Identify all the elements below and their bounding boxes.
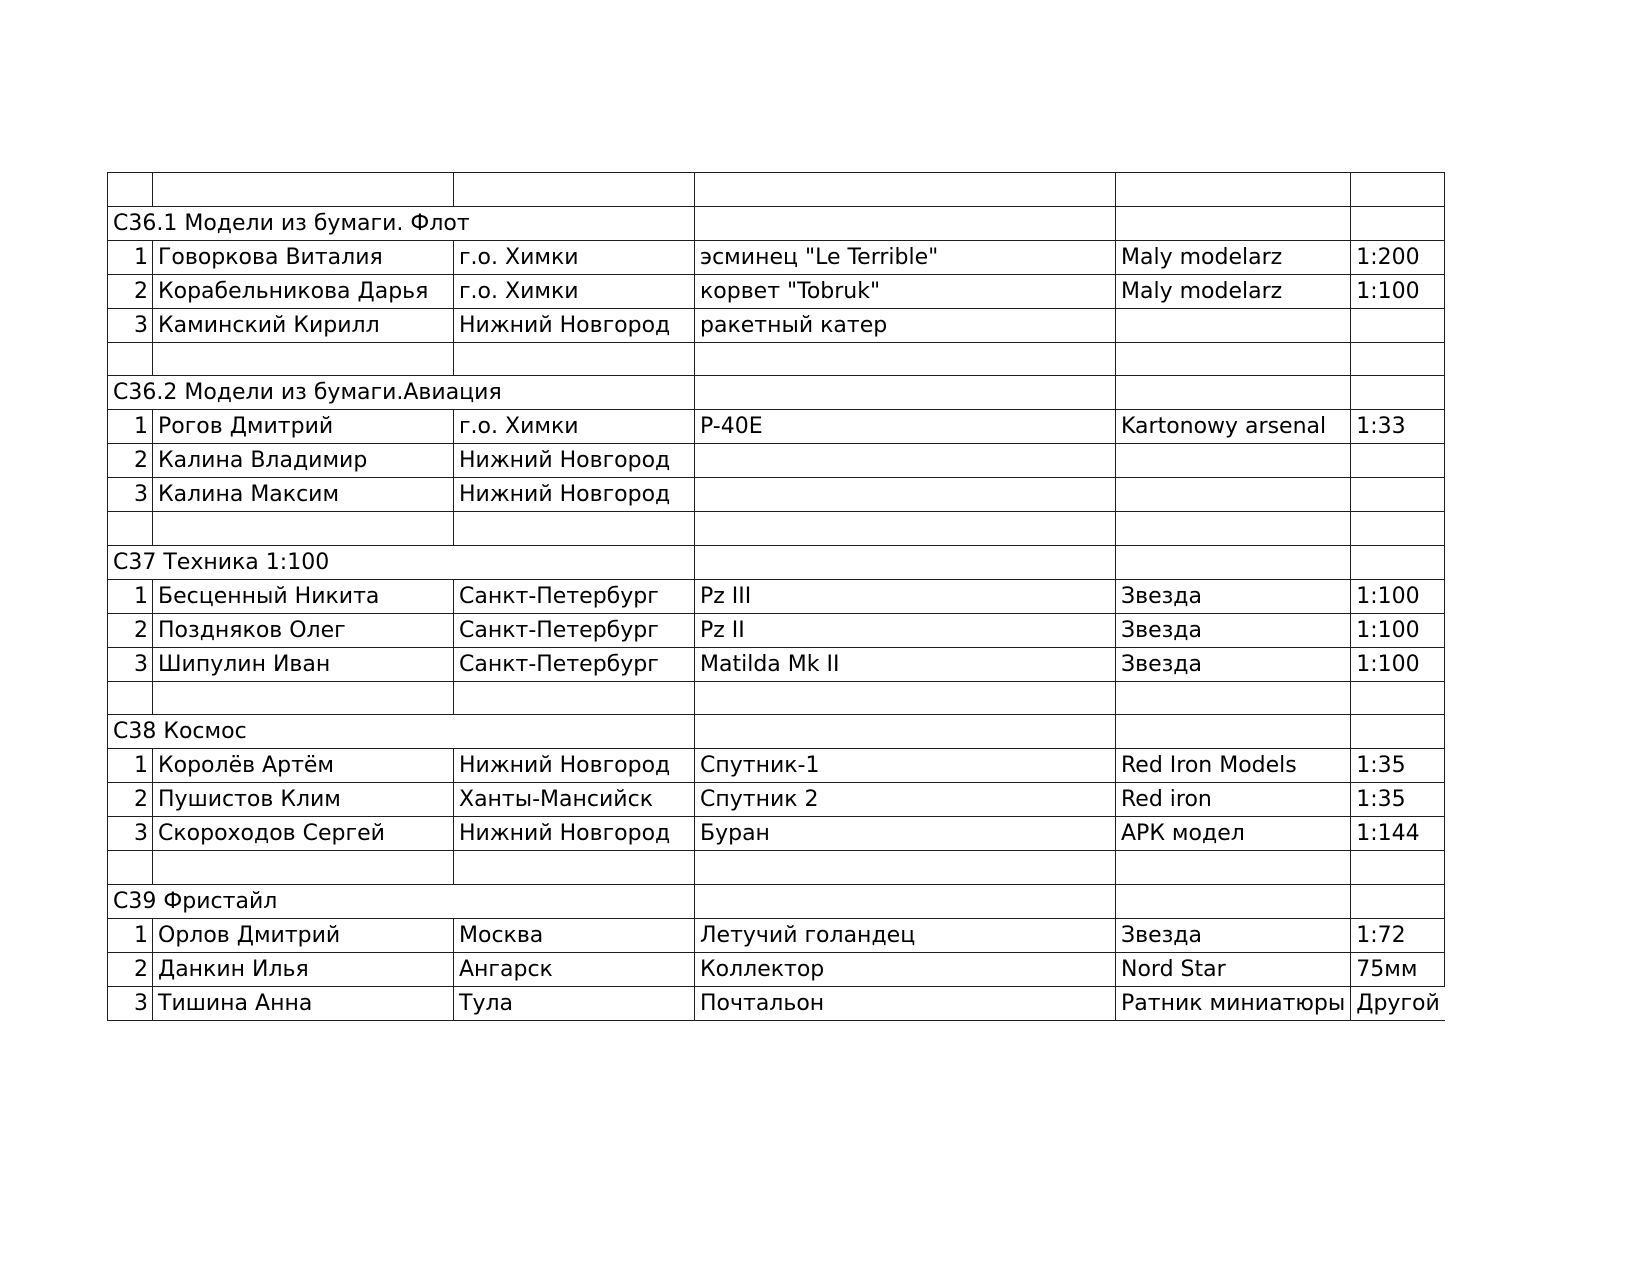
participant-name-cell: Скороходов Сергей <box>153 817 454 851</box>
manufacturer-cell: Звезда <box>1116 918 1351 952</box>
section-header-row <box>108 884 1445 918</box>
manufacturer-cell <box>1116 478 1351 512</box>
empty-cell <box>454 173 695 207</box>
city-cell: Санкт-Петербург <box>454 647 695 681</box>
empty-cell <box>1351 342 1445 376</box>
place-cell: 1 <box>108 918 153 952</box>
empty-cell <box>1351 715 1445 749</box>
empty-cell <box>1351 545 1445 579</box>
empty-row <box>108 512 1445 546</box>
city-cell: г.о. Химки <box>454 240 695 274</box>
city-cell: Нижний Новгород <box>454 817 695 851</box>
empty-cell <box>153 173 454 207</box>
manufacturer-cell: Maly modelarz <box>1116 274 1351 308</box>
model-cell: Спутник-1 <box>695 749 1116 783</box>
place-cell: 1 <box>108 579 153 613</box>
manufacturer-cell: Red Iron Models <box>1116 749 1351 783</box>
place-cell: 2 <box>108 444 153 478</box>
participant-name-cell: Корабельникова Дарья <box>153 274 454 308</box>
manufacturer-cell: Nord Star <box>1116 952 1351 986</box>
model-cell: P-40E <box>695 410 1116 444</box>
empty-cell <box>695 851 1116 885</box>
empty-cell <box>153 851 454 885</box>
results-table-body <box>108 173 1445 1021</box>
table-row <box>108 817 1445 851</box>
place-cell: 1 <box>108 240 153 274</box>
scale-cell: 1:35 <box>1351 749 1445 783</box>
place-cell: 2 <box>108 613 153 647</box>
empty-cell <box>1116 884 1351 918</box>
model-cell <box>695 478 1116 512</box>
empty-cell <box>454 681 695 715</box>
table-row <box>108 579 1445 613</box>
section-title: С36.1 Модели из бумаги. Флот <box>108 206 695 240</box>
place-cell: 1 <box>108 749 153 783</box>
place-cell: 2 <box>108 783 153 817</box>
model-cell: эсминец "Le Terrible" <box>695 240 1116 274</box>
scale-cell: 75мм <box>1351 952 1445 986</box>
city-cell: Нижний Новгород <box>454 308 695 342</box>
section-title: С36.2 Модели из бумаги.Авиация <box>108 376 695 410</box>
participant-name-cell: Поздняков Олег <box>153 613 454 647</box>
scale-cell: 1:100 <box>1351 579 1445 613</box>
empty-cell <box>108 173 153 207</box>
scale-cell <box>1351 478 1445 512</box>
city-cell: Тула <box>454 986 695 1020</box>
model-cell: Почтальон <box>695 986 1116 1020</box>
model-cell <box>695 444 1116 478</box>
place-cell: 2 <box>108 952 153 986</box>
empty-cell <box>1116 173 1351 207</box>
city-cell: Санкт-Петербург <box>454 579 695 613</box>
place-cell: 3 <box>108 986 153 1020</box>
city-cell: Нижний Новгород <box>454 444 695 478</box>
place-cell: 3 <box>108 478 153 512</box>
empty-cell <box>695 884 1116 918</box>
city-cell: Москва <box>454 918 695 952</box>
place-cell: 3 <box>108 308 153 342</box>
participant-name-cell: Королёв Артём <box>153 749 454 783</box>
empty-cell <box>1351 206 1445 240</box>
table-row <box>108 240 1445 274</box>
place-cell: 3 <box>108 647 153 681</box>
empty-cell <box>695 376 1116 410</box>
model-cell: Pz III <box>695 579 1116 613</box>
manufacturer-cell: Звезда <box>1116 647 1351 681</box>
empty-cell <box>153 342 454 376</box>
table-row <box>108 274 1445 308</box>
manufacturer-cell: Звезда <box>1116 579 1351 613</box>
empty-cell <box>695 206 1116 240</box>
participant-name-cell: Тишина Анна <box>153 986 454 1020</box>
participant-name-cell: Калина Владимир <box>153 444 454 478</box>
empty-cell <box>695 342 1116 376</box>
manufacturer-cell <box>1116 444 1351 478</box>
empty-cell <box>1116 681 1351 715</box>
model-cell: Matilda Mk II <box>695 647 1116 681</box>
model-cell: Спутник 2 <box>695 783 1116 817</box>
participant-name-cell: Калина Максим <box>153 478 454 512</box>
city-cell: г.о. Химки <box>454 274 695 308</box>
scale-cell <box>1351 444 1445 478</box>
participant-name-cell: Шипулин Иван <box>153 647 454 681</box>
manufacturer-cell: Kartonowy arsenal <box>1116 410 1351 444</box>
empty-cell <box>108 512 153 546</box>
empty-cell <box>1116 206 1351 240</box>
empty-cell <box>108 342 153 376</box>
empty-cell <box>1351 851 1445 885</box>
place-cell: 1 <box>108 410 153 444</box>
empty-row <box>108 342 1445 376</box>
table-row <box>108 986 1445 1020</box>
manufacturer-cell: АРК модел <box>1116 817 1351 851</box>
city-cell: Ангарск <box>454 952 695 986</box>
empty-cell <box>108 681 153 715</box>
model-cell: Коллектор <box>695 952 1116 986</box>
participant-name-cell: Рогов Дмитрий <box>153 410 454 444</box>
scale-cell: 1:144 <box>1351 817 1445 851</box>
participant-name-cell: Бесценный Никита <box>153 579 454 613</box>
empty-cell <box>695 173 1116 207</box>
table-row <box>108 308 1445 342</box>
scale-cell: 1:200 <box>1351 240 1445 274</box>
scale-cell: Другой <box>1351 986 1445 1020</box>
empty-cell <box>695 681 1116 715</box>
section-title: С37 Техника 1:100 <box>108 545 695 579</box>
section-header-row <box>108 206 1445 240</box>
model-cell: Pz II <box>695 613 1116 647</box>
participant-name-cell: Говоркова Виталия <box>153 240 454 274</box>
empty-cell <box>695 545 1116 579</box>
table-row <box>108 444 1445 478</box>
manufacturer-cell: Red iron <box>1116 783 1351 817</box>
model-cell: ракетный катер <box>695 308 1116 342</box>
empty-cell <box>153 681 454 715</box>
city-cell: Ханты-Мансийск <box>454 783 695 817</box>
place-cell: 3 <box>108 817 153 851</box>
scale-cell: 1:35 <box>1351 783 1445 817</box>
section-header-row <box>108 545 1445 579</box>
table-row <box>108 613 1445 647</box>
empty-cell <box>454 512 695 546</box>
scale-cell: 1:100 <box>1351 647 1445 681</box>
empty-cell <box>1351 884 1445 918</box>
empty-cell <box>1116 512 1351 546</box>
empty-cell <box>1116 376 1351 410</box>
empty-cell <box>1116 851 1351 885</box>
empty-cell <box>1116 715 1351 749</box>
empty-cell <box>1351 681 1445 715</box>
section-header-row <box>108 376 1445 410</box>
manufacturer-cell: Ратник миниатюры <box>1116 986 1351 1020</box>
place-cell: 2 <box>108 274 153 308</box>
empty-row <box>108 681 1445 715</box>
scale-cell <box>1351 308 1445 342</box>
section-title: С39 Фристайл <box>108 884 695 918</box>
table-row <box>108 952 1445 986</box>
city-cell: Санкт-Петербург <box>454 613 695 647</box>
empty-cell <box>454 851 695 885</box>
empty-cell <box>454 342 695 376</box>
model-cell: Летучий голандец <box>695 918 1116 952</box>
empty-row <box>108 173 1445 207</box>
empty-cell <box>1351 512 1445 546</box>
table-row <box>108 918 1445 952</box>
participant-name-cell: Пушистов Клим <box>153 783 454 817</box>
manufacturer-cell: Maly modelarz <box>1116 240 1351 274</box>
table-row <box>108 410 1445 444</box>
empty-cell <box>695 715 1116 749</box>
manufacturer-cell: Звезда <box>1116 613 1351 647</box>
section-header-row <box>108 715 1445 749</box>
city-cell: Нижний Новгород <box>454 478 695 512</box>
results-table <box>107 172 1445 1021</box>
section-title: С38 Космос <box>108 715 695 749</box>
empty-cell <box>695 512 1116 546</box>
empty-cell <box>153 512 454 546</box>
city-cell: г.о. Химки <box>454 410 695 444</box>
manufacturer-cell <box>1116 308 1351 342</box>
empty-row <box>108 851 1445 885</box>
model-cell: корвет "Tobruk" <box>695 274 1116 308</box>
participant-name-cell: Данкин Илья <box>153 952 454 986</box>
city-cell: Нижний Новгород <box>454 749 695 783</box>
table-row <box>108 749 1445 783</box>
empty-cell <box>108 851 153 885</box>
scale-cell: 1:100 <box>1351 274 1445 308</box>
empty-cell <box>1116 342 1351 376</box>
participant-name-cell: Орлов Дмитрий <box>153 918 454 952</box>
scale-cell: 1:33 <box>1351 410 1445 444</box>
table-row <box>108 783 1445 817</box>
table-row <box>108 478 1445 512</box>
model-cell: Буран <box>695 817 1116 851</box>
table-row <box>108 647 1445 681</box>
empty-cell <box>1116 545 1351 579</box>
participant-name-cell: Каминский Кирилл <box>153 308 454 342</box>
empty-cell <box>1351 376 1445 410</box>
scale-cell: 1:72 <box>1351 918 1445 952</box>
empty-cell <box>1351 173 1445 207</box>
scale-cell: 1:100 <box>1351 613 1445 647</box>
